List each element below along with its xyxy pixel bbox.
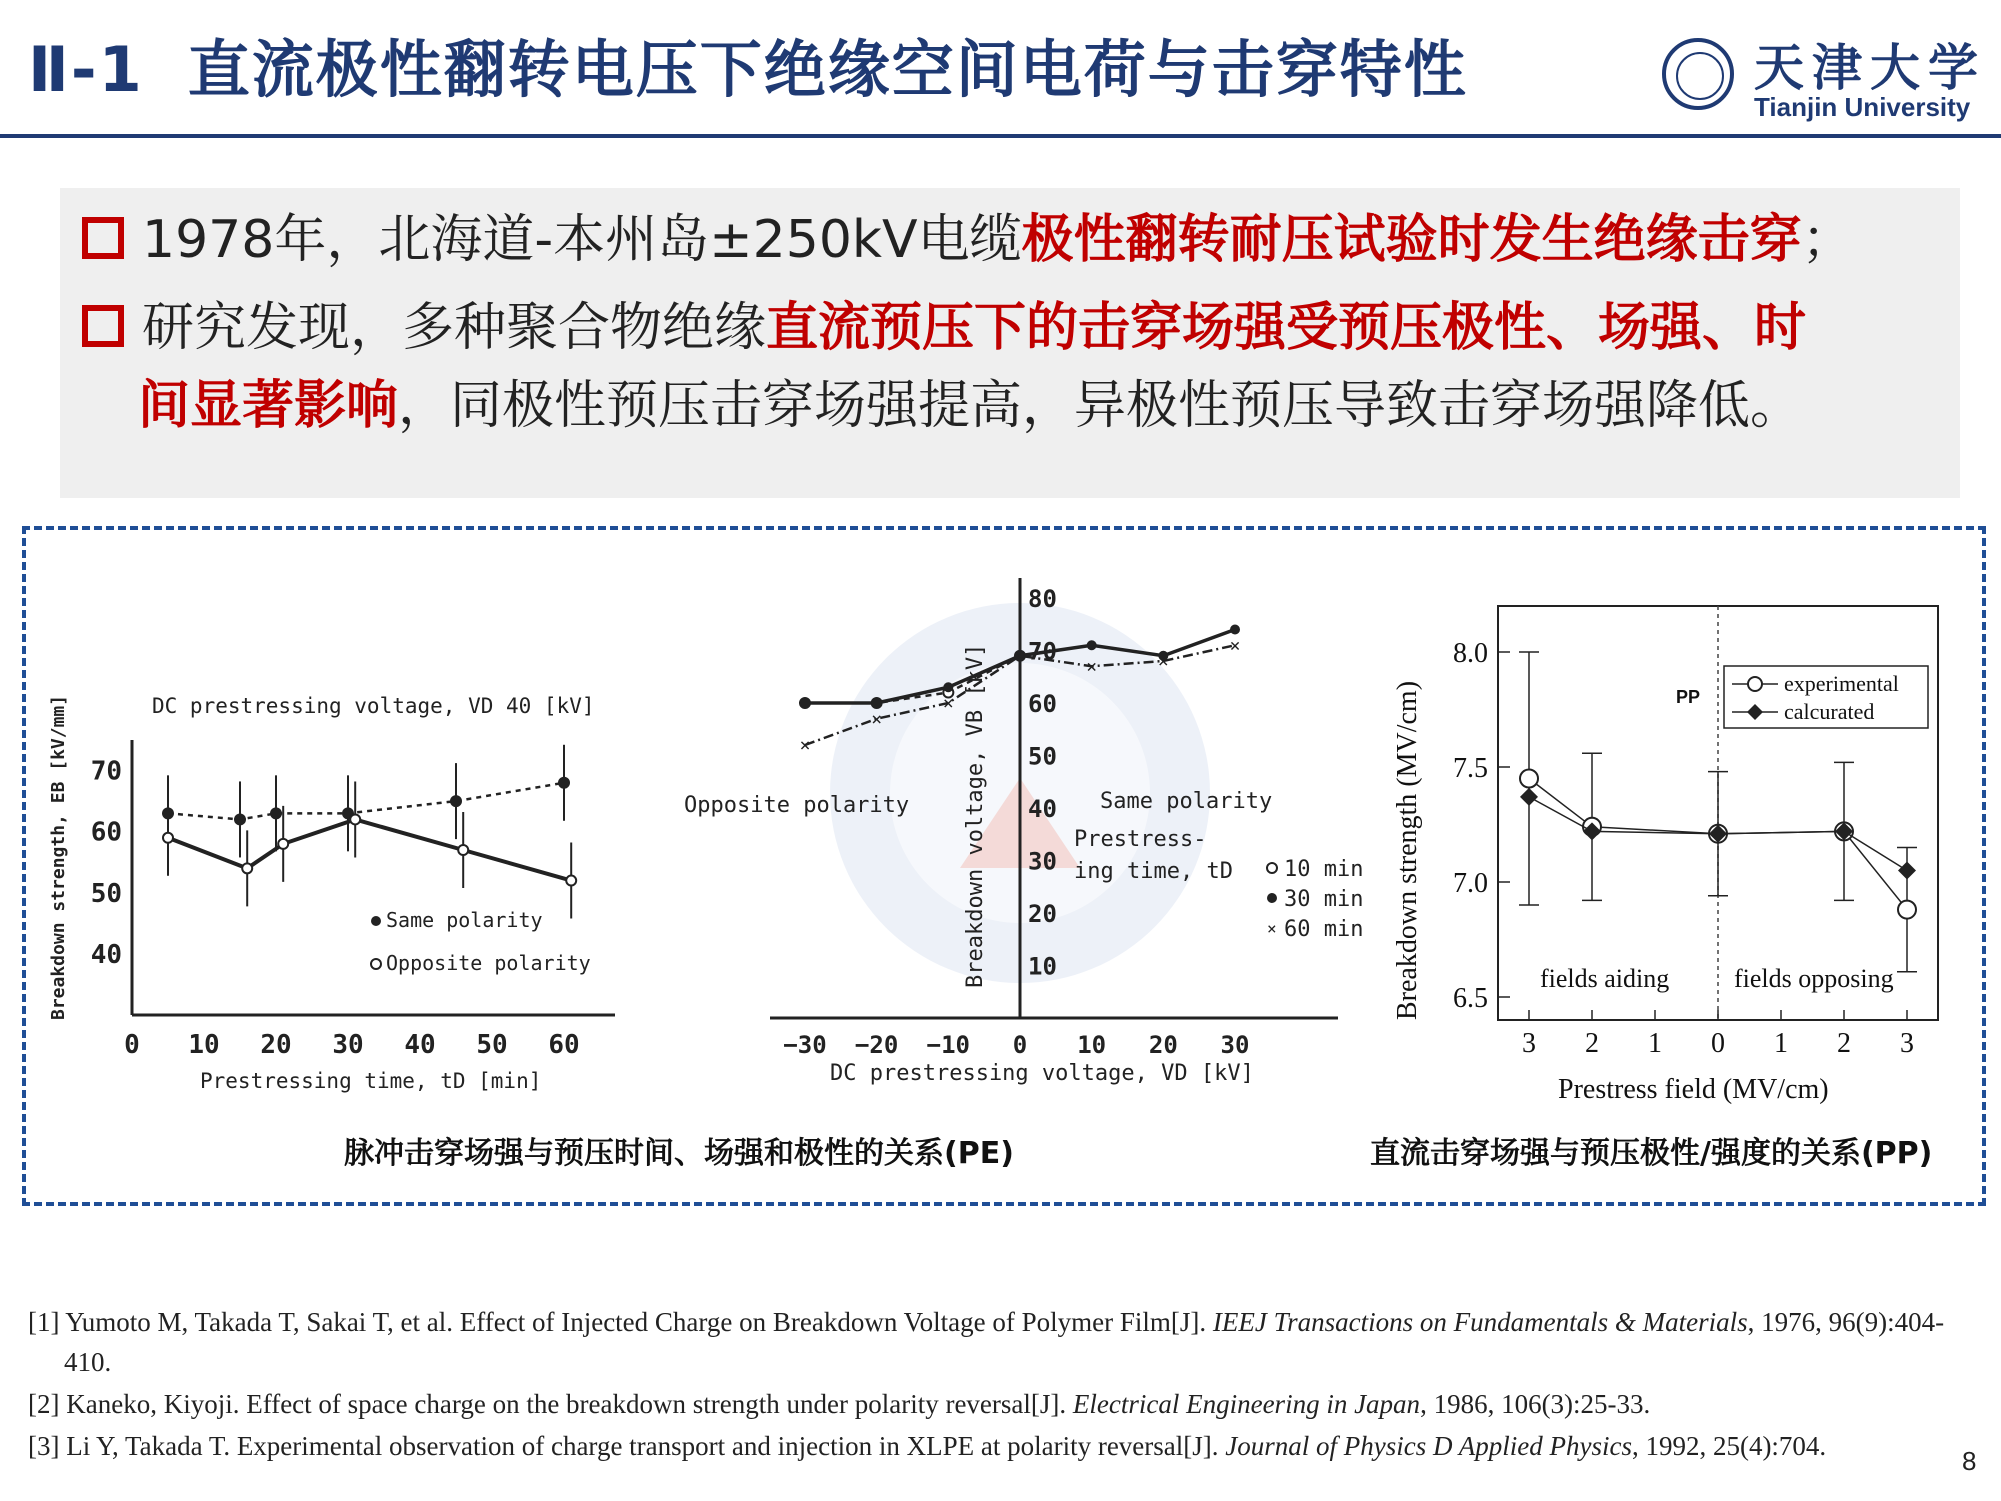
fig3-point-calcurated xyxy=(1898,862,1916,880)
fig2-point-30min xyxy=(1087,640,1097,650)
university-logo xyxy=(1662,34,1986,124)
reference-3: [3] Li Y, Takada T. Experimental observation of charge transport and injection in XLPE at polarity reversal[J]. Journal of Physics D Applied Physics, 1992, 25(4):704. xyxy=(28,1431,1827,1461)
fig1-point-same xyxy=(271,808,281,818)
fig2-legend-30min: 30 min xyxy=(1284,887,1364,912)
bullet-1-highlight: 极性翻转耐压试验时发生绝缘击穿 xyxy=(1021,210,1802,270)
bullet-box-icon xyxy=(82,305,124,347)
fig2-point-60min: × xyxy=(942,693,954,714)
fig2-x-label: DC prestressing voltage, VD [kV] xyxy=(830,1061,1254,1086)
fig1-point-opposite xyxy=(350,814,360,824)
fig2-x-tick: −20 xyxy=(854,1031,899,1059)
fig1-point-opposite xyxy=(163,833,173,843)
fig3-legend-exp-marker xyxy=(1748,677,1762,691)
bullet-2-end: ，同极性预压击穿场强提高，异极性预压导致击穿场强降低。 xyxy=(398,376,1803,436)
fig2-y-tick: 30 xyxy=(1028,847,1057,876)
fig2-point-30min xyxy=(943,682,953,692)
fig1-point-opposite xyxy=(278,839,288,849)
fig1-point-same xyxy=(559,778,569,788)
fig2-legend-10min: 10 min xyxy=(1284,857,1364,882)
university-seal-icon xyxy=(1662,38,1734,110)
bullet-2 xyxy=(82,286,1806,370)
fig3-y-tick: 7.5 xyxy=(1453,753,1488,784)
fig2-y-tick: 40 xyxy=(1028,795,1057,823)
fig2-point-60min: × xyxy=(1229,635,1241,657)
fig1-y-tick: 70 xyxy=(90,756,122,787)
figure-3-pp-chart xyxy=(1380,600,1980,1110)
fig2-y-tick: 10 xyxy=(1028,952,1057,981)
fig2-legend-10-marker xyxy=(1267,863,1277,873)
fig3-caption: 直流击穿场强与预压极性/强度的关系(PP) xyxy=(1370,1136,1933,1171)
fig1-top-label: DC prestressing voltage, VD 40 [kV] xyxy=(152,694,595,718)
fig3-pp-label: PP xyxy=(1676,687,1701,707)
bullet-2-cont xyxy=(138,364,1802,448)
fig1-point-same xyxy=(451,796,461,806)
fig2-point-60min: × xyxy=(1157,651,1169,672)
fig2-y-tick: 70 xyxy=(1028,637,1057,666)
header-rule xyxy=(0,134,2001,138)
fig2-y-tick: 60 xyxy=(1028,690,1057,718)
fig2-point-30min xyxy=(1230,625,1240,635)
fig1-point-opposite xyxy=(242,863,252,873)
fig3-point-experimental xyxy=(1898,901,1916,919)
fig3-x-tick: 2 xyxy=(1585,1028,1599,1059)
fig2-point-60min: × xyxy=(1086,656,1098,678)
title-number: Ⅱ-1 xyxy=(28,33,144,106)
fig2-x-tick: 30 xyxy=(1220,1031,1250,1059)
fig1-legend-same: Same polarity xyxy=(386,908,543,932)
references xyxy=(28,1302,1958,1468)
fig1-point-opposite xyxy=(458,845,468,855)
fig2-point-30min xyxy=(800,698,810,708)
fig1-x-tick: 30 xyxy=(332,1030,364,1060)
fig2-label-prestress-1: Prestress- xyxy=(1074,827,1207,852)
logo-chinese-name: 天津大学 xyxy=(1754,38,1986,97)
fig3-fields-opposing: fields opposing xyxy=(1734,964,1894,993)
fig3-x-tick: 3 xyxy=(1900,1028,1914,1059)
fig1-x-tick: 50 xyxy=(476,1030,508,1060)
fig2-point-60min: × xyxy=(1014,645,1026,667)
fig3-x-tick: 2 xyxy=(1837,1028,1851,1059)
fig1-x-tick: 10 xyxy=(188,1030,220,1060)
bullet-panel xyxy=(60,188,1960,498)
fig3-point-calcurated xyxy=(1520,788,1538,806)
fig3-y-tick: 6.5 xyxy=(1453,983,1488,1014)
fig1-x-tick: 0 xyxy=(124,1030,140,1060)
fig2-x-tick: 20 xyxy=(1148,1031,1178,1059)
fig1-point-same xyxy=(235,814,245,824)
fig1-y-label: Breakdown strength, EB [kV/mm] xyxy=(48,694,69,1020)
fig2-x-tick: 0 xyxy=(1012,1031,1028,1059)
fig1-series-line xyxy=(168,783,564,820)
fig2-y-label: Breakdown voltage, VB [kV] xyxy=(963,643,988,988)
figure-1-pe-chart xyxy=(40,680,660,1100)
fig2-y-tick: 80 xyxy=(1028,585,1057,613)
fig1-x-tick: 40 xyxy=(404,1030,436,1060)
bullet-2-highlight: 直流预压下的击穿场强受预压极性、场强、时 xyxy=(766,298,1807,358)
fig3-legend-calcurated: calcurated xyxy=(1784,699,1875,724)
fig2-label-same: Same polarity xyxy=(1100,789,1273,814)
fig3-x-tick: 0 xyxy=(1711,1028,1725,1059)
fig2-legend-30-marker xyxy=(1267,893,1277,903)
fig3-x-tick: 3 xyxy=(1522,1028,1536,1059)
fig2-x-tick: −10 xyxy=(926,1031,971,1059)
bullet-2-text: 研究发现，多种聚合物绝缘 xyxy=(142,298,767,358)
fig1-x-tick: 20 xyxy=(260,1030,292,1060)
fig2-x-tick: 10 xyxy=(1077,1031,1107,1059)
fig3-x-tick: 1 xyxy=(1648,1028,1662,1059)
bullet-2-highlight-cont: 间显著影响 xyxy=(138,376,399,436)
fig2-y-tick: 50 xyxy=(1028,742,1057,771)
fig2-legend-60-marker: × xyxy=(1267,919,1277,938)
fig3-legend-experimental: experimental xyxy=(1784,671,1899,696)
fig1-caption: 脉冲击穿场强与预压时间、场强和极性的关系(PE) xyxy=(344,1136,1014,1171)
fig2-label-opposite: Opposite polarity xyxy=(684,793,910,818)
fig1-y-tick: 40 xyxy=(90,939,122,970)
fig3-y-tick: 8.0 xyxy=(1453,638,1488,669)
figure-2-breakdown-voltage-chart xyxy=(670,548,1370,1108)
fig1-y-tick: 60 xyxy=(90,817,122,848)
fig2-legend-60min: 60 min xyxy=(1284,917,1364,942)
fig3-fields-aiding: fields aiding xyxy=(1540,964,1670,993)
reference-2: [2] Kaneko, Kiyoji. Effect of space charge on the breakdown strength under polarity reversal[J]. Electrical Engineering in Japan, 1986, 106(3):25-33. xyxy=(28,1389,1651,1419)
logo-english-name: Tianjin University xyxy=(1754,92,1971,122)
reference-1: [1] Yumoto M, Takada T, Sakai T, et al. Effect of Injected Charge on Breakdown Voltage of Polymer Film[J]. IEEJ Transactions on Fundamentals & Materials, 1976, 96(9):404-410. xyxy=(28,1307,1945,1377)
title-text: 直流极性翻转电压下绝缘空间电荷与击穿特性 xyxy=(187,33,1468,106)
fig3-x-label: Prestress field (MV/cm) xyxy=(1558,1074,1829,1105)
fig1-legend-opposite: Opposite polarity xyxy=(386,951,591,975)
fig2-label-prestress-2: ing time, tD xyxy=(1074,859,1233,884)
slide-title xyxy=(28,20,1468,109)
bullet-1-text: 1978年，北海道-本州岛±250kV电缆 xyxy=(142,210,1022,270)
fig2-x-tick: −30 xyxy=(783,1031,827,1059)
bullet-1-end: ； xyxy=(1801,210,1854,270)
fig2-point-60min: × xyxy=(799,735,811,756)
fig3-x-tick: 1 xyxy=(1774,1028,1788,1059)
bullet-1 xyxy=(82,198,1854,282)
fig3-y-label: Breakdown strength (MV/cm) xyxy=(1392,680,1423,1020)
fig2-point-60min: × xyxy=(871,708,883,730)
fig1-legend-opposite-marker xyxy=(371,959,381,969)
fig1-point-opposite xyxy=(566,876,576,886)
fig1-legend-same-marker xyxy=(371,916,381,926)
fig2-y-tick: 20 xyxy=(1028,900,1057,928)
fig3-point-experimental xyxy=(1520,770,1538,788)
bullet-box-icon xyxy=(82,217,124,259)
fig2-point-30min xyxy=(872,698,882,708)
fig1-y-tick: 50 xyxy=(90,878,122,909)
page-number: 8 xyxy=(1962,1446,1977,1476)
fig3-y-tick: 7.0 xyxy=(1453,868,1488,899)
fig1-series-line xyxy=(168,819,571,880)
fig1-x-tick: 60 xyxy=(548,1030,580,1060)
fig1-x-label: Prestressing time, tD [min] xyxy=(200,1069,542,1093)
